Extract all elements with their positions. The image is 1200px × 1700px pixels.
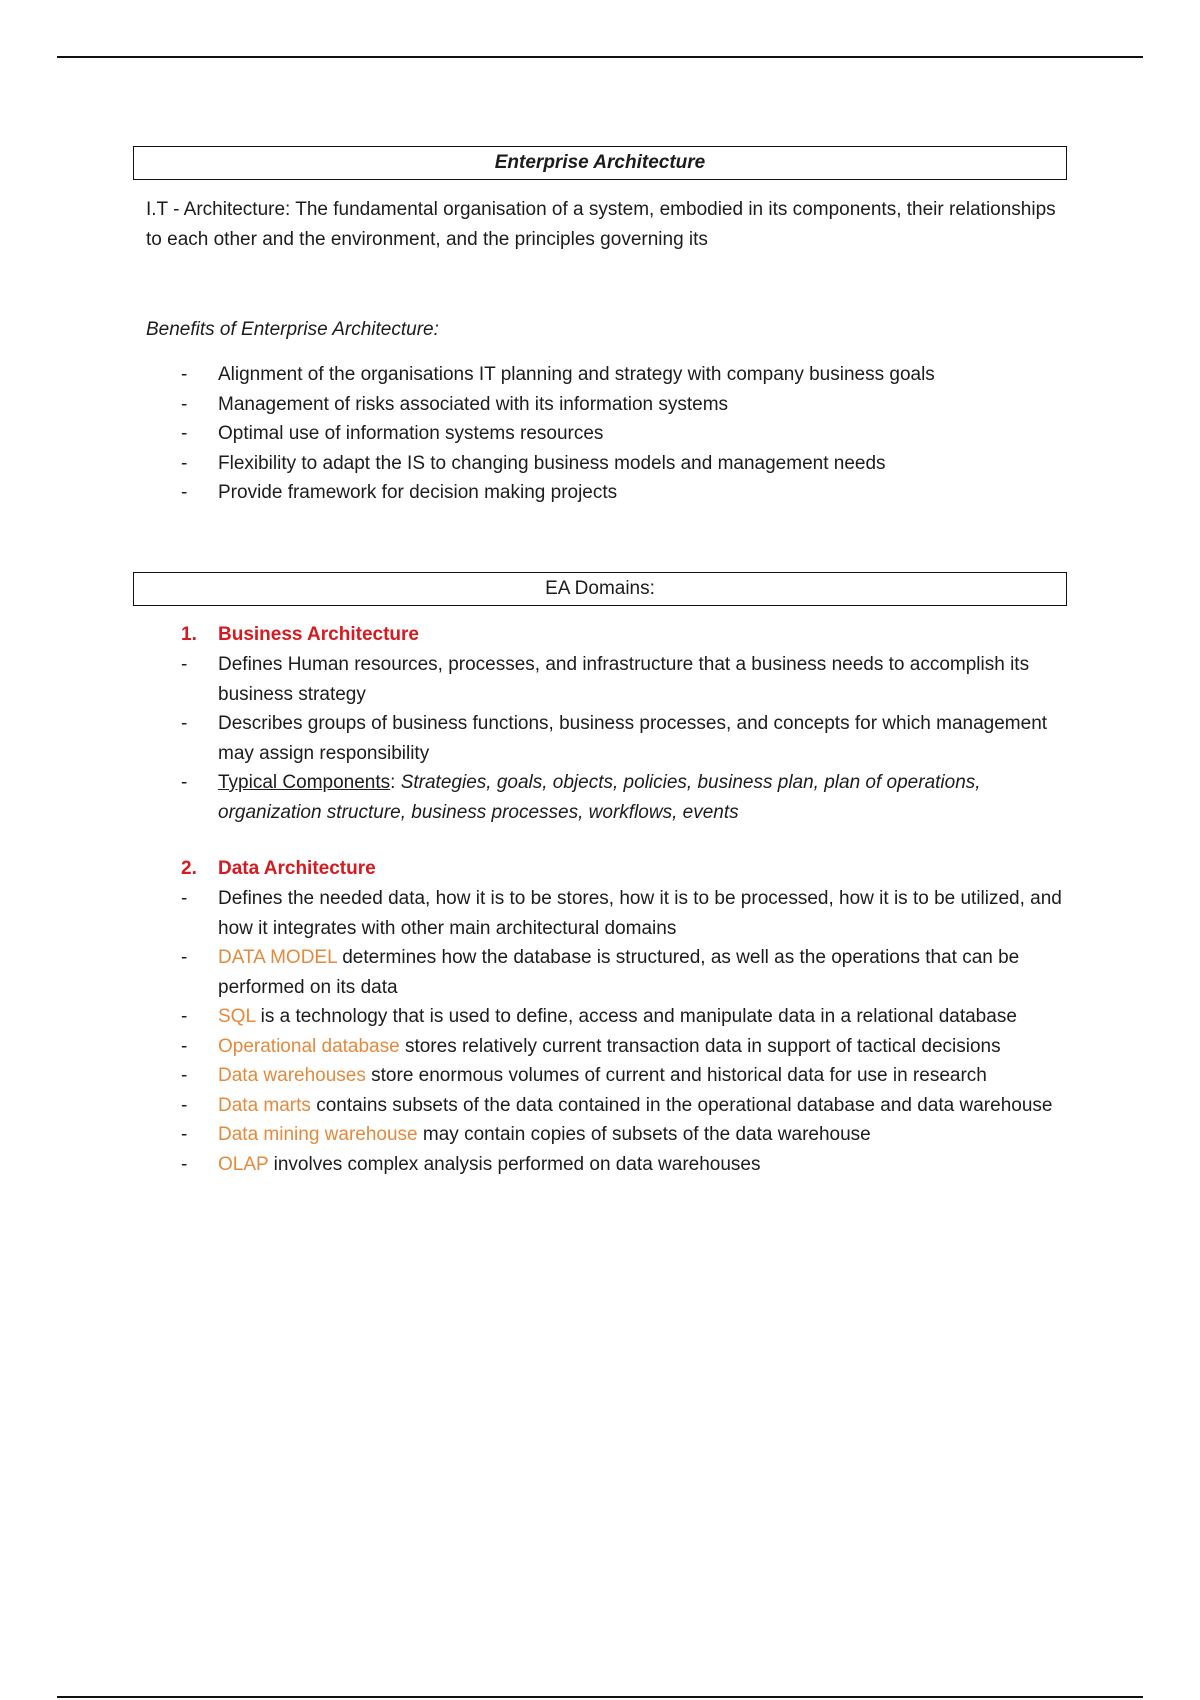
list-item bbox=[176, 1061, 1066, 1091]
list-item bbox=[176, 1032, 1066, 1062]
heading-title: Business Architecture bbox=[218, 624, 419, 645]
definition: is a technology that is used to define, access and manipulate data in a relational database bbox=[255, 1006, 1017, 1027]
definition: involves complex analysis performed on data warehouses bbox=[268, 1153, 761, 1175]
list-item bbox=[176, 943, 1066, 1002]
list-item bbox=[176, 1002, 1066, 1032]
term: SQL bbox=[218, 1006, 256, 1027]
definition: determines how the database is structured, as well as the operations that can be performed on its data bbox=[218, 947, 1020, 998]
business-architecture-list bbox=[176, 650, 1066, 827]
term: DATA MODEL bbox=[218, 947, 337, 968]
data-architecture-list bbox=[176, 884, 1066, 1179]
list-item: - Alignment of the organisations IT planning and strategy with company business goals bbox=[176, 360, 1066, 390]
page-title: Enterprise Architecture bbox=[133, 146, 1067, 180]
list-item bbox=[176, 768, 1066, 827]
data-architecture-heading bbox=[181, 854, 376, 884]
list-item: - Defines the needed data, how it is to be stores, how it is to be processed, how it is to be utilized, and how it integrates with other main architectural domains bbox=[176, 884, 1066, 943]
list-item bbox=[176, 1150, 1066, 1180]
list-item: - Defines Human resources, processes, and infrastructure that a business needs to accomplish its business strategy bbox=[176, 650, 1066, 709]
components-label: Typical Components bbox=[218, 772, 391, 793]
term: Data marts bbox=[218, 1094, 311, 1116]
intro-paragraph: I.T - Architecture: The fundamental organisation of a system, embodied in its components, their relationships to each other and the environment, and the principles governing its bbox=[146, 199, 1056, 250]
list-item bbox=[176, 1120, 1066, 1150]
components-text: Strategies, goals, objects, policies, business plan, plan of operations, organization structure, business processes, workflows, events bbox=[218, 772, 981, 823]
heading-title: Data Architecture bbox=[218, 858, 376, 879]
term: Operational database bbox=[218, 1035, 400, 1057]
definition: store enormous volumes of current and historical data for use in research bbox=[365, 1065, 987, 1086]
heading-number: 2. bbox=[181, 858, 197, 879]
domains-heading: EA Domains: bbox=[133, 572, 1067, 606]
top-rule bbox=[57, 56, 1143, 58]
benefits-list bbox=[176, 360, 1066, 508]
list-item bbox=[176, 1091, 1066, 1121]
definition: contains subsets of the data contained in the operational database and data warehouse bbox=[310, 1094, 1053, 1116]
benefits-heading: Benefits of Enterprise Architecture: bbox=[146, 319, 439, 340]
definition: stores relatively current transaction data in support of tactical decisions bbox=[399, 1035, 1001, 1057]
heading-number: 1. bbox=[181, 624, 197, 645]
list-item: - Management of risks associated with its information systems bbox=[176, 390, 1066, 420]
term: OLAP bbox=[218, 1153, 269, 1175]
list-item: - Describes groups of business functions, business processes, and concepts for which management may assign responsibility bbox=[176, 709, 1066, 768]
components-colon: : bbox=[390, 772, 396, 793]
list-item: - Provide framework for decision making projects bbox=[176, 478, 1066, 508]
business-architecture-heading bbox=[181, 620, 419, 650]
list-item: - Optimal use of information systems resources bbox=[176, 419, 1066, 449]
definition: may contain copies of subsets of the data warehouse bbox=[417, 1124, 871, 1145]
list-item: - Flexibility to adapt the IS to changing business models and management needs bbox=[176, 449, 1066, 479]
term: Data mining warehouse bbox=[218, 1124, 418, 1145]
bottom-rule bbox=[57, 1696, 1143, 1698]
term: Data warehouses bbox=[218, 1065, 366, 1086]
